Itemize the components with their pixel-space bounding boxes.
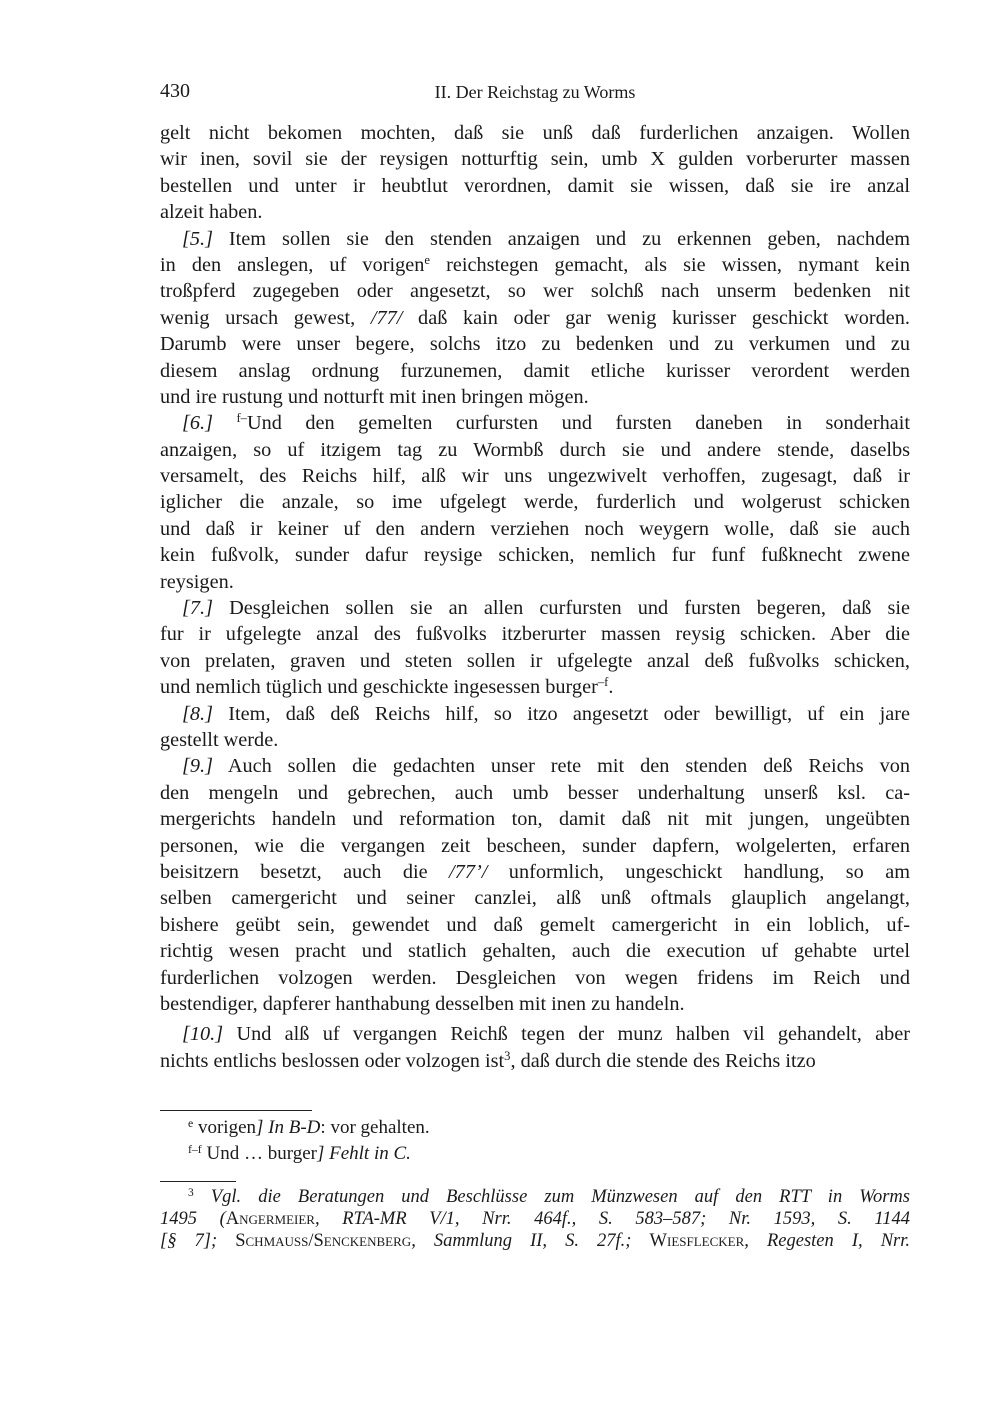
text-run: Und … burger [201, 1143, 317, 1164]
text-run: Und den gemelten curfursten und fursten daneben in sonderhait [246, 412, 910, 435]
note-marker: f–f [188, 1142, 202, 1156]
text-run: iglicher die anzale, so ime ufgelegt werde, furderlich und wolgerust schicken [160, 491, 910, 514]
text-line [160, 753, 910, 779]
italic-run: Vgl. die Beratungen und Beschlüsse zum Münzwesen auf den RTT in Worms [193, 1187, 910, 1207]
note-marker: 3 [504, 1048, 511, 1063]
page-header [160, 80, 910, 106]
text-run: troßpferd zugegeben oder angesetzt, so wer solchß nach unserm bedenken nit [160, 280, 910, 303]
text-line [160, 437, 910, 463]
text-line [160, 173, 910, 199]
text-run: und nemlich tüglich und geschickte ingesessen burger [160, 676, 598, 699]
text-line [160, 595, 910, 621]
text-line [160, 120, 910, 146]
text-run: mergerichts handeln und reformation ton, damit daß nit mit jungen, ungeübten [160, 808, 910, 831]
text-run: anzaigen, so uf itzigem tag zu Wormbß durch sie und andere stende, daselbs [160, 438, 910, 461]
text-run: alzeit haben. [160, 201, 263, 224]
text-line [160, 463, 910, 489]
italic-run: [5.] [182, 227, 213, 250]
text-line [160, 252, 910, 278]
apparatus-rule [160, 1110, 312, 1111]
italic-run: [9.] [182, 755, 213, 778]
italic-run: [§ 7]; [160, 1231, 236, 1251]
text-run: fur ir ufgelegte anzal des fußvolks itzberurter massen reysig schicken. Aber die [160, 623, 910, 646]
text-run: bishere geübt sein, gewendet und daß gemelt camergericht in ein loblich, uf- [160, 913, 910, 936]
text-run: daß kain oder gar wenig kurisser geschickt worden. [402, 306, 910, 329]
italic-run: 1495 ( [160, 1209, 226, 1229]
paragraph [160, 1021, 910, 1074]
italic-run: /77’/ [449, 860, 488, 883]
text-run: Item sollen sie den stenden anzaigen und zu erkennen geben, nachdem [213, 227, 910, 250]
text-line [160, 674, 910, 700]
italic-run: [6.] [182, 412, 213, 435]
note-marker: e [188, 1116, 194, 1130]
text-run: nichts entlichs beslossen oder volzogen ist [160, 1049, 505, 1072]
text-line [160, 358, 910, 384]
text-run: Auch sollen die gedachten unser rete mit den stenden deß Reichs von [213, 755, 910, 778]
text-line [160, 489, 910, 515]
text-line [160, 1048, 910, 1074]
text-line [160, 701, 910, 727]
text-run: . [608, 676, 614, 699]
italic-run: /77/ [370, 306, 403, 329]
paragraph [160, 226, 910, 411]
text-run: furderlichen volzogen werden. Desgleichen von wegen fridens im Reich und [160, 966, 910, 989]
italic-run: [7.] [182, 597, 213, 620]
footnote-line [160, 1208, 910, 1230]
text-run: selben camergericht und seiner canzlei, alß unß oftmals glauplich angelangt, [160, 887, 910, 910]
text-line [160, 226, 910, 252]
text-line [160, 542, 910, 568]
text-run: wir inen, sovil sie der reysigen notturftig sein, umb X gulden vorberurter massen [160, 148, 910, 171]
paragraph [160, 701, 910, 754]
text-run: bestellen und unter ir heubtlut verordnen, damit sie wissen, daß sie ire anzal [160, 174, 910, 197]
text-line [160, 938, 910, 964]
text-run: Item, daß deß Reichs hilf, so itzo angesetzt oder bewilligt, uf ein jare [213, 702, 910, 725]
text-line [160, 833, 910, 859]
text-run: reichstegen gemacht, als sie wissen, nymant kein [429, 253, 910, 276]
text-run: richtig wesen pracht und statlich gehalten, auch die execution uf gehabte urtel [160, 940, 910, 963]
text-line [160, 859, 910, 885]
text-line [160, 278, 910, 304]
apparatus-note [160, 1141, 910, 1167]
text-run: kein fußvolk, sunder dafur reysige schicken, nemlich fur funf fußknecht zwene [160, 544, 910, 567]
italic-run: ] Fehlt in C. [316, 1143, 411, 1164]
text-run: gestellt werde. [160, 728, 279, 751]
text-run: : vor gehalten. [320, 1117, 430, 1138]
author-name: Schmauss/Senckenberg [235, 1231, 412, 1251]
text-run: von prelaten, graven und steten sollen ir ufgelegte anzal deß fußvolks schicken, [160, 649, 910, 672]
text-run [213, 412, 236, 434]
italic-run: ] In B-D [256, 1117, 321, 1138]
text-line [160, 621, 910, 647]
text-run: vorigen [193, 1117, 257, 1138]
text-run: beisitzern besetzt, auch die [160, 860, 450, 883]
italic-run: , Sammlung II, S. 27f.; [411, 1231, 650, 1251]
text-line [160, 569, 910, 595]
note-marker: –f [597, 675, 609, 690]
text-run: Darumb were unser begere, solchs itzo zu bedenken und zu verkumen und zu [160, 333, 910, 356]
text-run: personen, wie die vergangen zeit bescheen, sunder dapfern, wolgelerten, erfaren [160, 834, 910, 857]
text-line [160, 780, 910, 806]
text-line [160, 305, 910, 331]
italic-run: [8.] [182, 702, 213, 725]
paragraph [160, 120, 910, 226]
text-line [160, 410, 910, 436]
italic-run: [10.] [182, 1023, 224, 1046]
text-line [160, 912, 910, 938]
text-run: Desgleichen sollen sie an allen curfursten und fursten begeren, daß sie [213, 597, 910, 620]
text-run: Und alß uf vergangen Reichß tegen der munz halben vil gehandelt, aber [223, 1023, 910, 1046]
text-line [160, 991, 910, 1017]
note-marker: e [424, 253, 430, 268]
italic-run: , RTA-MR V/1, Nrr. 464f., S. 583–587; Nr. 1593, S. 1144 [314, 1209, 910, 1229]
footnote-line [160, 1230, 910, 1252]
author-name: Angermeier [225, 1209, 315, 1229]
main-text [160, 120, 910, 1074]
text-run: reysigen. [160, 570, 234, 593]
text-run: diesem anslag ordnung furzunemen, damit etliche kurisser verordent werden [160, 359, 910, 382]
text-line [160, 199, 910, 225]
text-line [160, 516, 910, 542]
text-line [160, 727, 910, 753]
critical-apparatus [160, 1115, 910, 1167]
page-number: 430 [160, 80, 190, 102]
footnote-line [160, 1186, 910, 1208]
author-name: Wiesflecker [649, 1231, 745, 1251]
apparatus-note [160, 1115, 910, 1141]
note-marker: 3 [188, 1186, 194, 1199]
text-run: bestendiger, dapferer hanthabung desselben mit inen zu handeln. [160, 992, 685, 1015]
text-run: und daß ir keiner uf den andern verziehen noch weygern wolle, daß sie auch [160, 517, 910, 540]
italic-run: , Regesten I, Nrr. [744, 1231, 911, 1251]
text-line [160, 806, 910, 832]
text-run: den mengeln und gebrechen, auch umb besser underhaltung unserß ksl. ca- [160, 781, 910, 804]
text-line [160, 331, 910, 357]
text-line [160, 146, 910, 172]
text-run: wenig ursach gewest, [160, 306, 371, 329]
text-run: versamelt, des Reichs hilf, alß wir uns ungezwivelt verhoffen, zugesagt, daß ir [160, 465, 910, 488]
paragraph [160, 410, 910, 595]
text-run: unformlich, ungeschickt handlung, so am [487, 860, 910, 883]
text-run: in den anslegen, uf vorigen [160, 253, 425, 276]
text-line [160, 648, 910, 674]
paragraph [160, 753, 910, 1017]
footnote-rule [160, 1181, 236, 1182]
note-marker: f– [236, 411, 247, 426]
text-run: und ire rustung und notturft mit inen bringen mögen. [160, 385, 589, 408]
text-run: gelt nicht bekomen mochten, daß sie unß daß furderlichen anzaigen. Wollen [160, 122, 910, 144]
paragraph [160, 595, 910, 701]
text-line [160, 885, 910, 911]
text-line [160, 384, 910, 410]
footnotes [160, 1186, 910, 1252]
text-line [160, 1021, 910, 1047]
text-line [160, 965, 910, 991]
running-title: II. Der Reichstag zu Worms [434, 82, 636, 102]
text-run: , daß durch die stende des Reichs itzo [510, 1049, 816, 1072]
